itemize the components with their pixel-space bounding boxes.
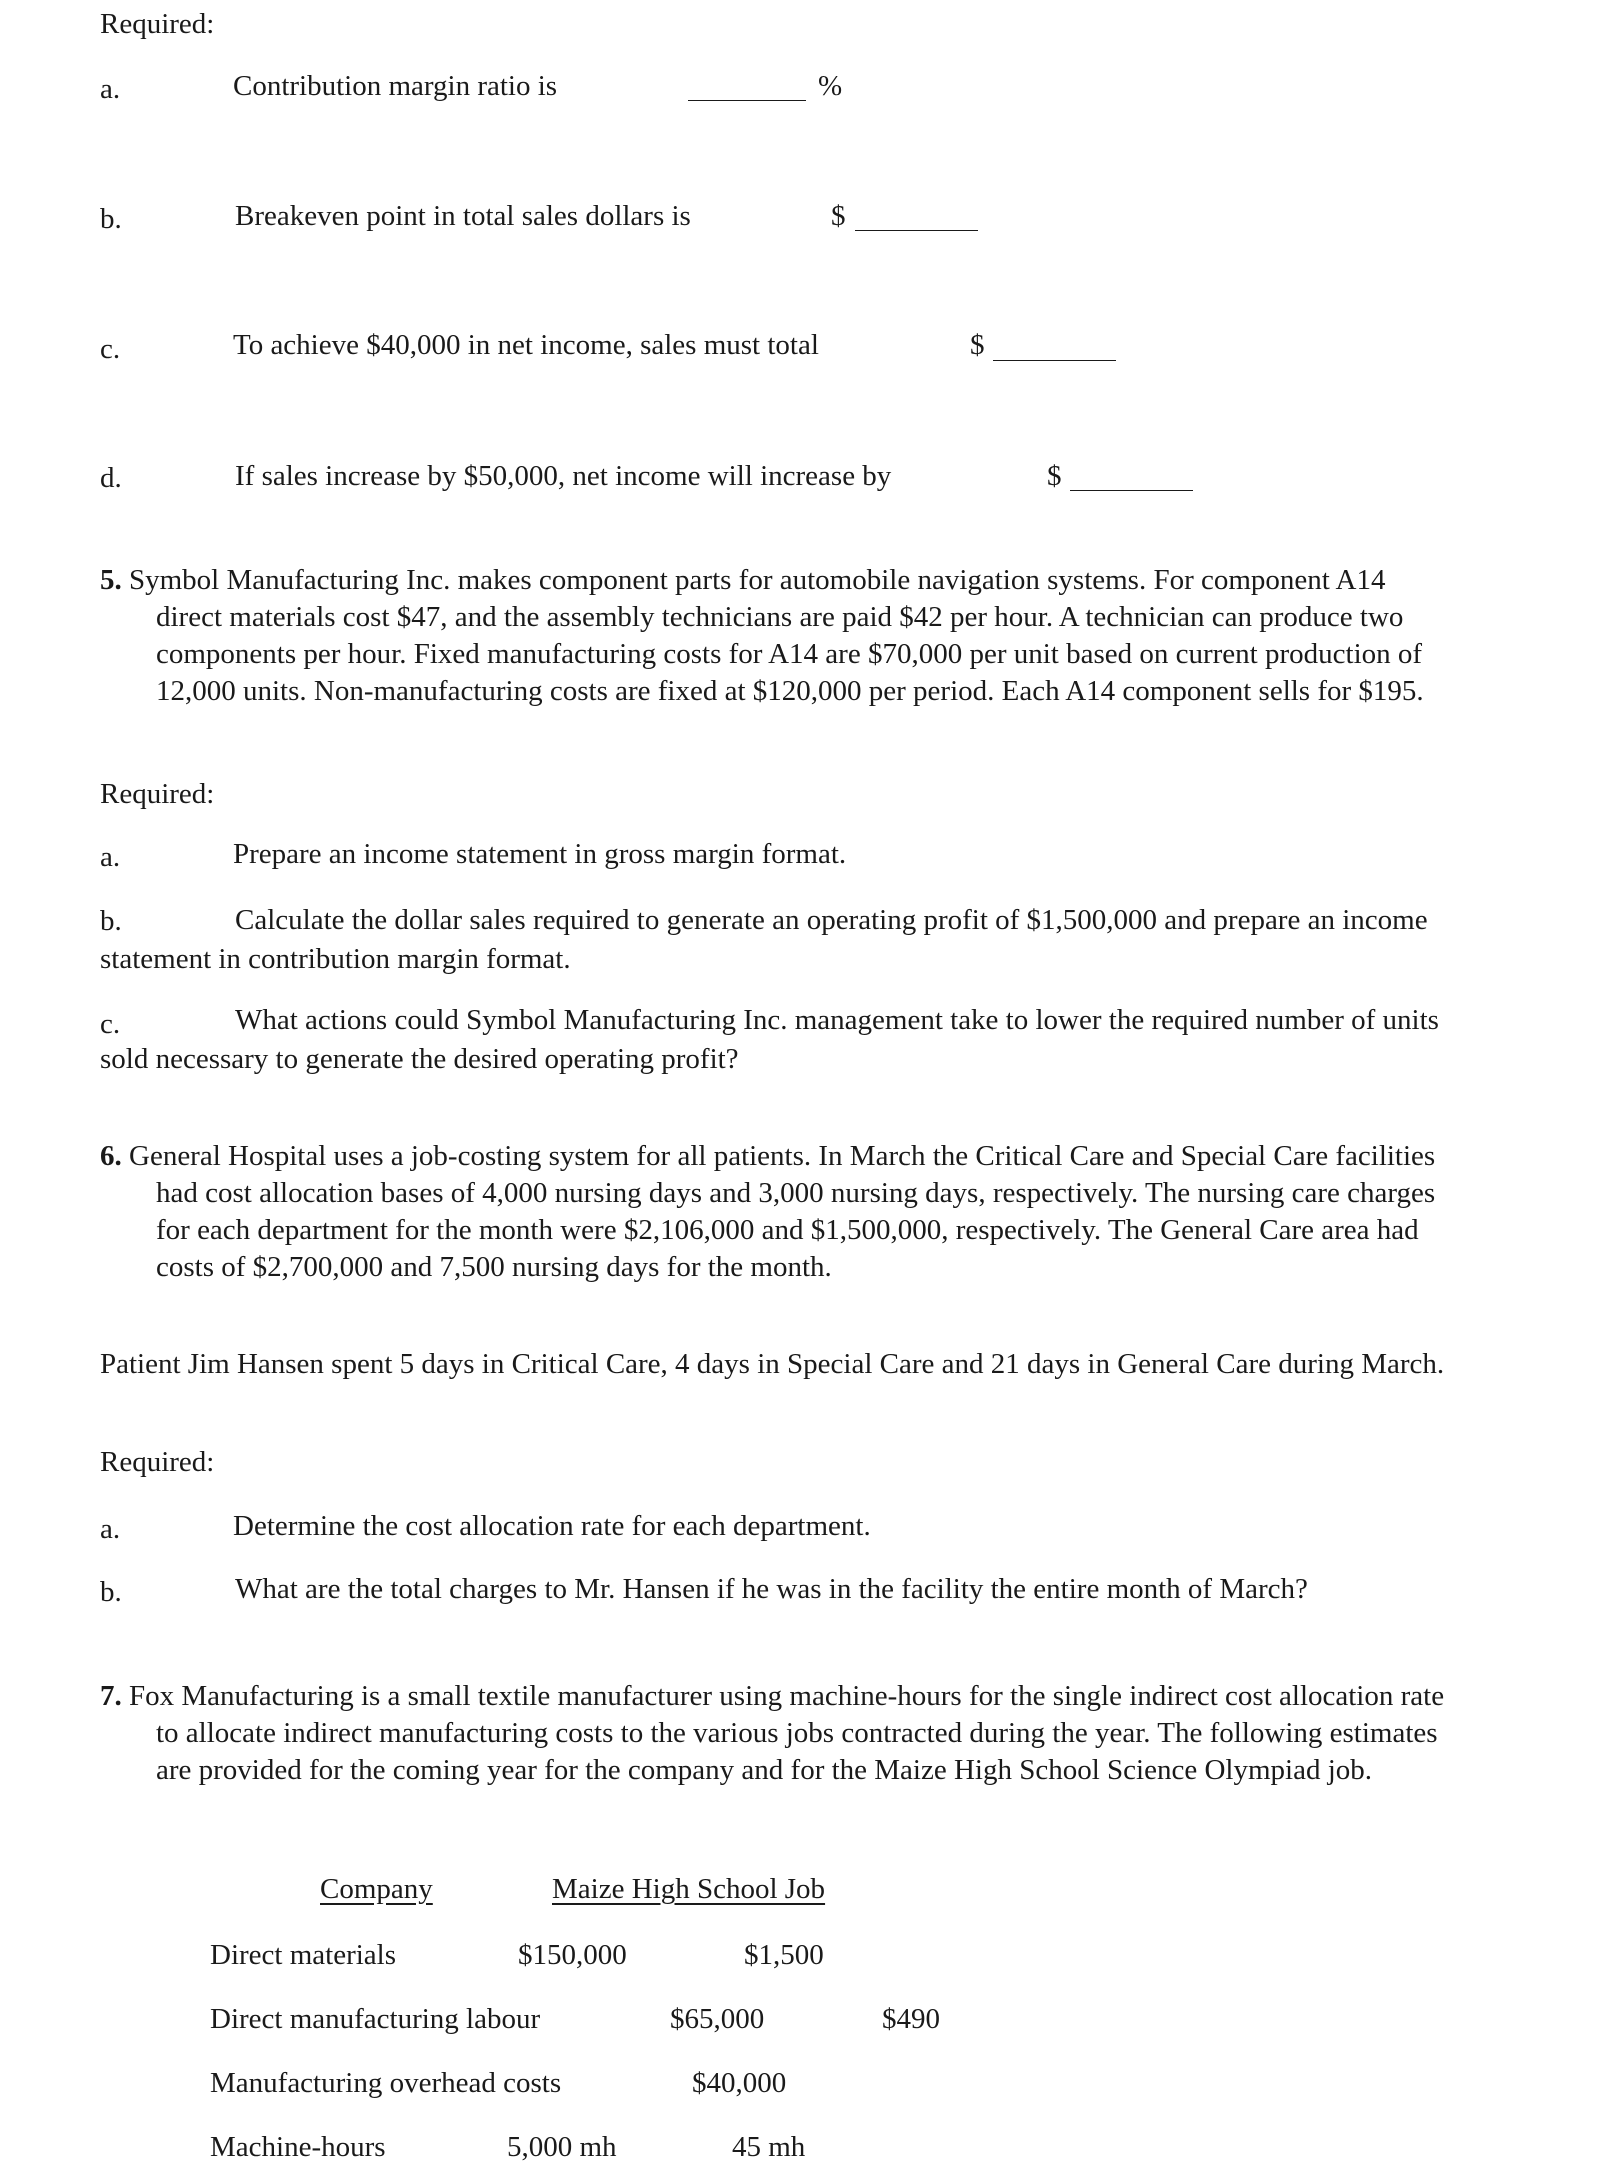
q4-item-a-answer-blank[interactable] [688,100,806,101]
row-label-direct-materials: Direct materials [210,1939,396,1971]
q4-item-a-text: Contribution margin ratio is [233,70,558,102]
row-job-direct-materials: $1,500 [744,1939,824,1971]
q4-item-c-answer-blank[interactable] [993,360,1116,361]
q4-required-heading: Required: [100,8,215,40]
q5-line-3: components per hour. Fixed manufacturing costs for A14 are $70,000 per unit based on current production of [156,638,1423,670]
q6-line-1 [100,1138,1435,1175]
row-job-direct-labour: $490 [882,2003,940,2035]
q4-item-a-percent: % [818,70,843,102]
q6-required-heading: Required: [100,1446,215,1478]
q4-item-c-dollar: $ [970,329,985,361]
row-label-machine-hours: Machine-hours [210,2131,386,2163]
row-job-machine-hours: 45 mh [732,2131,806,2163]
q5-item-a-letter: a. [100,841,121,873]
q5-item-a-text: Prepare an income statement in gross margin format. [233,838,847,870]
q6-line-3: for each department for the month were $2,106,000 and $1,500,000, respectively. The General Care area had [156,1214,1419,1246]
q4-item-a-letter: a. [100,73,121,105]
row-label-overhead: Manufacturing overhead costs [210,2067,562,2099]
q6-line-4: costs of $2,700,000 and 7,500 nursing days for the month. [156,1251,832,1283]
row-company-machine-hours: 5,000 mh [507,2131,617,2163]
q6-line-2: had cost allocation bases of 4,000 nursing days and 3,000 nursing days, respectively. The nursing care charges [156,1177,1436,1209]
table-header-company: Company [320,1873,433,1905]
q4-item-d-answer-blank[interactable] [1070,490,1193,491]
row-label-direct-labour: Direct manufacturing labour [210,2003,541,2035]
q5-line-4: 12,000 units. Non-manufacturing costs are fixed at $120,000 per period. Each A14 component sells for $195. [156,675,1424,707]
row-company-overhead: $40,000 [692,2067,787,2099]
q4-item-b-answer-blank[interactable] [855,230,978,231]
q7-paragraph [100,1678,1444,1789]
q6-paragraph [100,1138,1435,1286]
q7-number: 7. [100,1680,122,1712]
q4-item-b-dollar: $ [831,200,846,232]
q6-patient-line: Patient Jim Hansen spent 5 days in Critical Care, 4 days in Special Care and 21 days in General Care during March. [100,1348,1445,1380]
table-header-maize-job: Maize High School Job [552,1873,826,1905]
q6-item-b-text: What are the total charges to Mr. Hansen if he was in the facility the entire month of March? [235,1573,1308,1605]
q5-item-b-letter: b. [100,905,122,937]
q7-line-1 [100,1678,1444,1715]
row-company-direct-materials: $150,000 [518,1939,627,1971]
q5-item-b-line1: Calculate the dollar sales required to generate an operating profit of $1,500,000 and prepare an income [235,904,1428,936]
q5-item-b-line2: statement in contribution margin format. [100,943,571,975]
q5-item-c-line2: sold necessary to generate the desired operating profit? [100,1043,739,1075]
q4-item-d-dollar: $ [1047,460,1062,492]
q5-line-1-text: Symbol Manufacturing Inc. makes component parts for automobile navigation systems. For component A14 [129,564,1386,596]
q5-line-1 [100,562,1424,599]
q7-line-3: are provided for the coming year for the company and for the Maize High School Science Olympiad job. [156,1754,1373,1786]
q6-item-b-letter: b. [100,1576,122,1608]
q5-item-c-letter: c. [100,1008,121,1040]
q5-item-c-line1: What actions could Symbol Manufacturing Inc. management take to lower the required number of units [235,1004,1439,1036]
q4-item-b-letter: b. [100,203,122,235]
q5-line-2: direct materials cost $47, and the assembly technicians are paid $42 per hour. A technician can produce two [156,601,1404,633]
q4-item-c-letter: c. [100,333,121,365]
q6-item-a-text: Determine the cost allocation rate for each department. [233,1510,871,1542]
q7-line-1-text: Fox Manufacturing is a small textile manufacturer using machine-hours for the single indirect cost allocation rate [129,1680,1445,1712]
row-company-direct-labour: $65,000 [670,2003,765,2035]
q5-number: 5. [100,564,122,596]
q6-number: 6. [100,1140,122,1172]
q5-paragraph [100,562,1424,710]
q4-item-d-letter: d. [100,462,122,494]
q6-item-a-letter: a. [100,1513,121,1545]
q4-item-c-text: To achieve $40,000 in net income, sales must total [233,329,819,361]
q7-line-2: to allocate indirect manufacturing costs to the various jobs contracted during the year. The following estimates [156,1717,1438,1749]
q5-required-heading: Required: [100,778,215,810]
q4-item-b-text: Breakeven point in total sales dollars is [235,200,691,232]
q6-line-1-text: General Hospital uses a job-costing system for all patients. In March the Critical Care and Special Care facilities [129,1140,1436,1172]
q4-item-d-text: If sales increase by $50,000, net income will increase by [235,460,892,492]
